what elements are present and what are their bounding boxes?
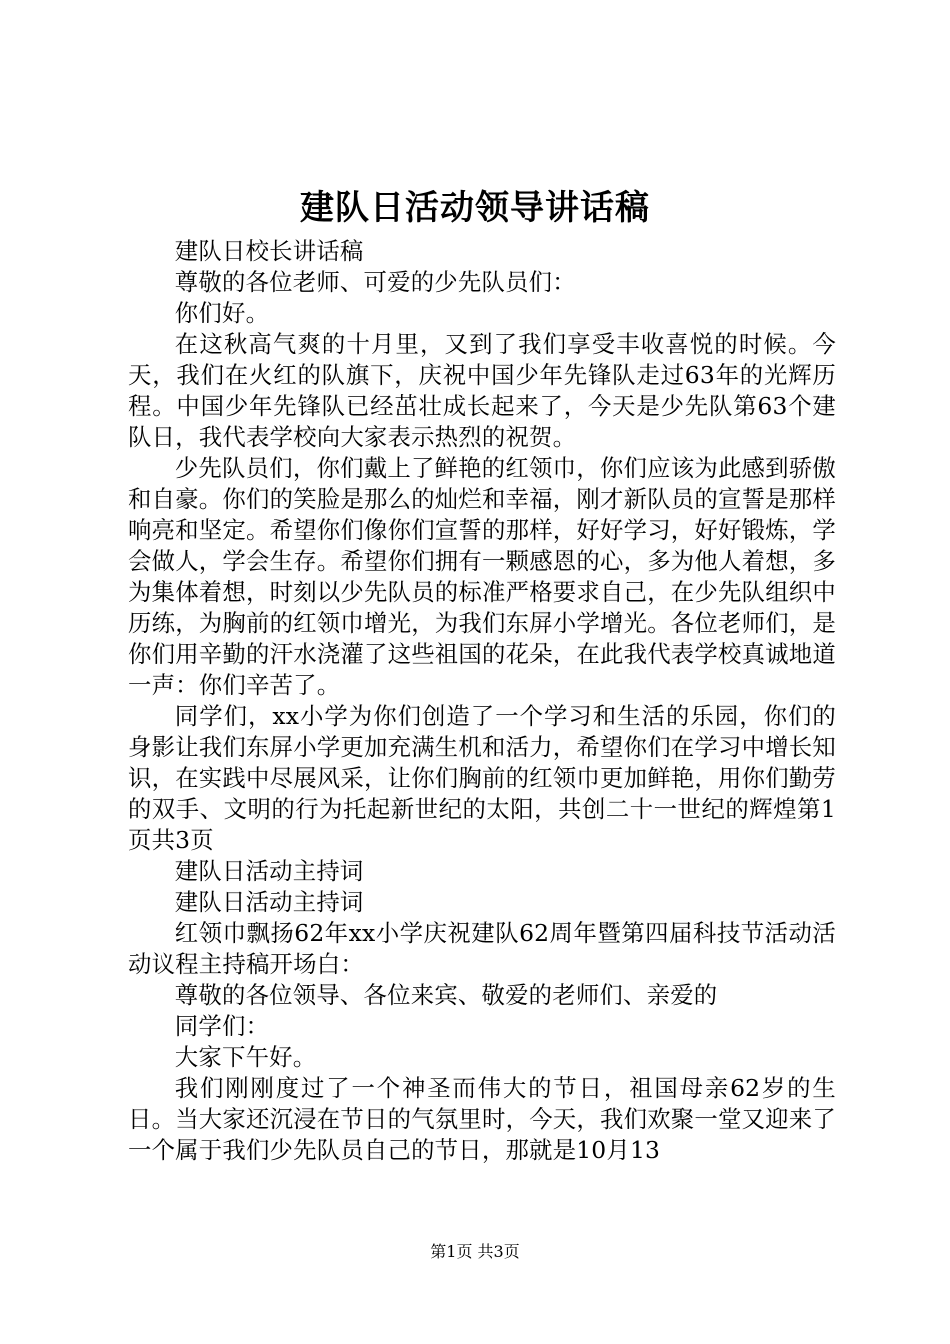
document-body: [128, 236, 836, 1166]
paragraph: 你们好。: [174, 299, 270, 327]
paragraph: 少先队员们，你们戴上了鲜艳的红领巾，你们应该为此感到骄傲和自豪。你们的笑脸是那么的灿烂和幸福，刚才新队员的宣誓是那样响亮和坚定。希望你们像你们宣誓的那样，好好学习，好好锻炼，学会做人，学会生存。希望你们拥有一颗感恩的心，多为他人着想，多为集体着想，时刻以少先队员的标准严格要求自己，在少先队组织中历练，为胸前的红领巾增光，为我们东屏小学增光。各位老师们，是你们用辛勤的汗水浇灌了这些祖国的花朵，在此我代表学校真诚地道一声：你们辛苦了。: [128, 454, 836, 699]
paragraph: 我们刚刚度过了一个神圣而伟大的节日，祖国母亲62岁的生日。当大家还沉浸在节日的气氛里时，今天，我们欢聚一堂又迎来了一个属于我们少先队员自己的节日，那就是10月13: [128, 1074, 836, 1164]
paragraph: 同学们，xx小学为你们创造了一个学习和生活的乐园，你们的身影让我们东屏小学更加充满生机和活力，希望你们在学习中增长知识，在实践中尽展风采，让你们胸前的红领巾更加鲜艳，用你们勤劳的双手、文明的行为托起新世纪的太阳，共创二十一世纪的辉煌第1页共3页: [128, 702, 836, 854]
paragraph: 尊敬的各位领导、各位来宾、敬爱的老师们、亲爱的: [174, 981, 718, 1009]
paragraph: 红领巾飘扬62年xx小学庆祝建队62周年暨第四届科技节活动活动议程主持稿开场白：: [128, 919, 836, 978]
paragraph: 建队日活动主持词: [174, 857, 364, 885]
page-footer: 第1页 共3页: [430, 1242, 520, 1261]
paragraph: 在这秋高气爽的十月里，又到了我们享受丰收喜悦的时候。今天，我们在火红的队旗下，庆祝中国少年先锋队走过63年的光辉历程。中国少年先锋队已经茁壮成长起来了，今天是少先队第63个建队日，我代表学校向大家表示热烈的祝贺。: [128, 330, 836, 451]
paragraph: 建队日校长讲话稿: [174, 237, 364, 265]
paragraph: 建队日活动主持词: [174, 888, 364, 916]
document-title: 建队日活动领导讲话稿: [300, 188, 650, 228]
paragraph: 尊敬的各位老师、可爱的少先队员们：: [174, 268, 576, 296]
paragraph: 大家下午好。: [174, 1043, 317, 1071]
paragraph: 同学们：: [174, 1012, 270, 1040]
